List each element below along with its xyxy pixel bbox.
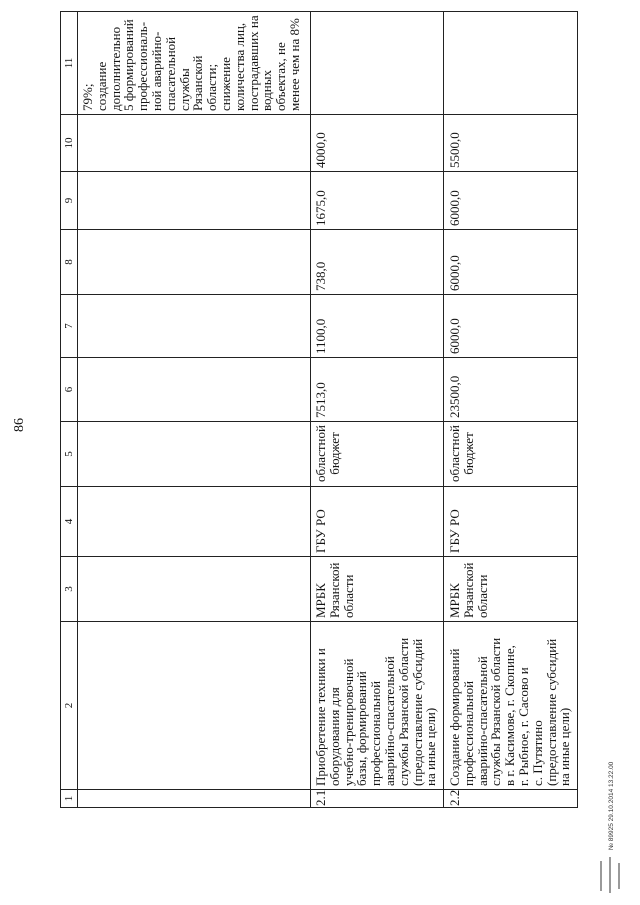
row-2-2-col-10: 5500,0	[444, 115, 578, 172]
row-2-1-col-9: 1675,0	[311, 172, 444, 230]
row-2-2-col-11	[444, 12, 578, 115]
page-number: 86	[12, 418, 27, 432]
row-0-col-1	[78, 790, 311, 808]
row-0-col-3	[78, 557, 311, 622]
row-2-2-col-1-item-number: 2.2	[444, 790, 578, 808]
row-2-1-col-3: МРБК Рязанской области	[311, 557, 444, 622]
row-2-1-col-7: 1100,0	[311, 295, 444, 358]
header-cell-1: 1	[61, 790, 78, 808]
registration-stamp: № 89925 29.10.2014 13.22.00	[608, 761, 615, 850]
row-2-1-col-4: ГБУ РО	[311, 487, 444, 557]
header-cell-5: 5	[61, 422, 78, 487]
row-2-2-col-4: ГБУ РО	[444, 487, 578, 557]
row-0-col-4	[78, 487, 311, 557]
header-cell-9: 9	[61, 172, 78, 230]
row-0-col-2	[78, 622, 311, 790]
header-cell-8: 8	[61, 230, 78, 295]
header-cell-7: 7	[61, 295, 78, 358]
row-2-1-col-5: областной бюджет	[311, 422, 444, 487]
row-0-col-7	[78, 295, 311, 358]
row-2-1-col-2-description: Приобретение техники и оборудования для учебно-тренировочной базы, формирований профессиональной аварийно-спасательной службы Рязанской области (предоставление субсидий на иные цели)	[311, 622, 444, 790]
row-2-2-col-2-description: Создание формирований профессиональной аварийно-спасательной службы Рязанской области в г. Касимове, г. Скопине, г. Рыбное, г. Сасово и с. Путятино (предоставление субсидий на иные цели)	[444, 622, 578, 790]
header-cell-10: 10	[61, 115, 78, 172]
table-row-2-1	[311, 12, 444, 808]
column-number-row	[61, 12, 78, 808]
row-0-col-5	[78, 422, 311, 487]
row-0-col-8	[78, 230, 311, 295]
row-2-1-col-10: 4000,0	[311, 115, 444, 172]
row-2-1-col-1-item-number: 2.1	[311, 790, 444, 808]
row-0-col-11-indicator-text: 79%; создание дополнительно 5 формирований профессиональ- ной аварийно- спасательной службы Рязанской области; снижение количества лиц, пострадавших на водных объектах, не менее чем на 8%	[78, 12, 311, 115]
row-0-col-10	[78, 115, 311, 172]
header-cell-6: 6	[61, 358, 78, 422]
row-2-1-col-11	[311, 12, 444, 115]
table-row-2-2	[444, 12, 578, 808]
row-2-1-col-8: 738,0	[311, 230, 444, 295]
header-cell-4: 4	[61, 487, 78, 557]
row-0-col-6	[78, 358, 311, 422]
table-row-indicator-continuation	[78, 12, 311, 808]
row-2-2-col-6: 23500,0	[444, 358, 578, 422]
program-table	[60, 11, 578, 808]
header-cell-2: 2	[61, 622, 78, 790]
row-2-1-col-6: 7513,0	[311, 358, 444, 422]
row-0-col-9	[78, 172, 311, 230]
row-2-2-col-5: областной бюджет	[444, 422, 578, 487]
row-2-2-col-3: МРБК Рязанской области	[444, 557, 578, 622]
row-2-2-col-7: 6000,0	[444, 295, 578, 358]
header-cell-11: 11	[61, 12, 78, 115]
header-cell-3: 3	[61, 557, 78, 622]
stamp-logo-icon	[598, 855, 626, 893]
row-2-2-col-9: 6000,0	[444, 172, 578, 230]
row-2-2-col-8: 6000,0	[444, 230, 578, 295]
